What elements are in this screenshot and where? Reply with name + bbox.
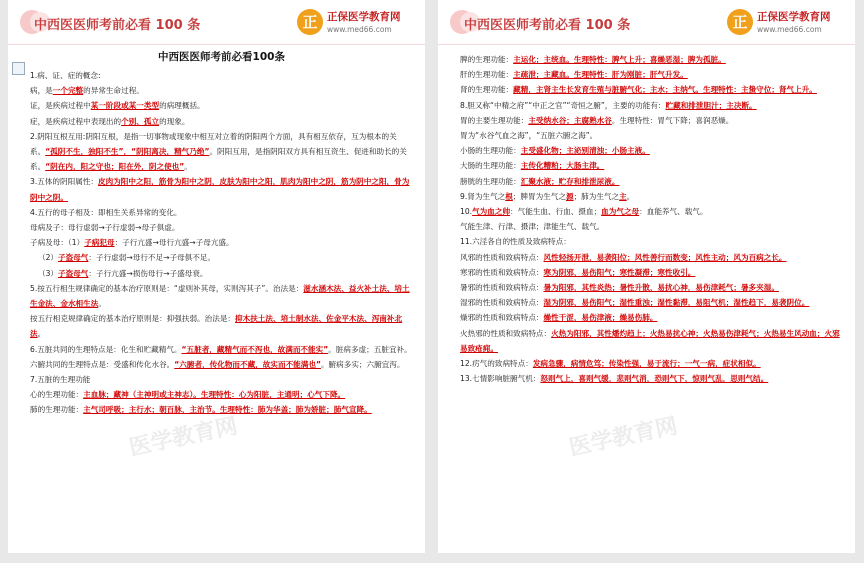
- text-line: [460, 143, 843, 158]
- text-line: [460, 326, 843, 356]
- highlighted-text: 子病犯母: [84, 238, 115, 248]
- highlighted-text: 主血脉；藏神（主神明或主神志）。生理特性：心为阳脏，主通明；心气下降。: [83, 390, 346, 400]
- text-segment: 暑邪的性质和致病特点：: [460, 283, 544, 293]
- text-line: [460, 189, 843, 204]
- text-line: [460, 113, 843, 128]
- logo-name: 正保医学教育网: [327, 11, 401, 23]
- highlighted-text: 滋水涵木法、益火补土法、培土生金法、金水相生法: [30, 283, 410, 309]
- highlighted-text: 主疏泄；主藏血。生理特性：肝为刚脏；肝气升发。: [513, 70, 688, 80]
- text-segment: 的异常生命过程。: [83, 86, 144, 96]
- text-segment: 气能生津、行津、摄津；津能生气、载气。: [460, 222, 605, 232]
- text-line: [460, 82, 843, 97]
- text-segment: 按五行相克规律确定的基本治疗原则是：抑强扶弱。治法是：: [30, 314, 236, 324]
- text-line: [460, 128, 843, 143]
- document-page-right: [438, 0, 855, 553]
- text-segment: 13.七情影响脏腑气机：: [460, 374, 541, 384]
- text-segment: 证，是疾病过程中: [30, 101, 91, 111]
- highlighted-text: 汇聚水液；贮存和排泄尿液。: [520, 176, 620, 186]
- text-line: [30, 98, 413, 113]
- highlighted-text: 主受纳水谷；主腐熟水谷: [528, 115, 612, 125]
- text-segment: 。: [98, 299, 106, 309]
- watermark: 医学教育网: [127, 413, 240, 462]
- page-header: [8, 0, 425, 45]
- highlighted-text: 主运化；主统血。生理特性：脾气上升；喜燥恶湿；脾为孤脏。: [513, 55, 726, 64]
- watermark: 医学教育网: [567, 413, 680, 462]
- text-line: [30, 68, 413, 83]
- highlighted-text: 燥性干涩，易伤津液；燥易伤肺。: [543, 313, 658, 323]
- text-segment: 10.: [460, 207, 473, 217]
- text-line: [30, 387, 413, 402]
- text-segment: 胃的主要生理功能：: [460, 115, 529, 125]
- text-segment: 肝的生理功能：: [460, 70, 514, 80]
- text-segment: 燥邪的性质和致病特点：: [460, 313, 544, 323]
- text-line: [30, 357, 413, 372]
- highlighted-text: 根: [505, 191, 513, 201]
- text-line: [30, 266, 413, 281]
- text-segment: ：血能养气、载气。: [639, 207, 708, 217]
- highlighted-text: 风性轻扬开泄，易袭阳位；风性善行而数变；风性主动；风为百病之长。: [543, 252, 787, 262]
- highlighted-text: 主传化糟粕；大肠主津。: [520, 161, 605, 171]
- text-line: [30, 235, 413, 250]
- text-lines: [30, 68, 413, 418]
- text-segment: 脾的生理功能：: [460, 55, 514, 64]
- text-segment: ：子行虚弱→母行不足→子母俱不足。: [88, 253, 216, 263]
- logo-url: www.med66.com: [757, 25, 822, 34]
- highlighted-text: 一个完整: [52, 86, 84, 96]
- header-title: 中西医医师考前必看 100 条: [464, 18, 631, 33]
- highlighted-text: 气为血之帅: [472, 207, 511, 217]
- text-segment: 的病理概括。: [159, 101, 205, 111]
- highlighted-text: 源: [565, 191, 574, 201]
- highlighted-text: 皮肉为阳中之阳，筋骨为阳中之阴，皮肤为阳中之阳，肌肉为阳中之阴，筋为阴中之阳，骨为阴中之阴。: [30, 177, 410, 202]
- brand-logo: [727, 9, 847, 39]
- text-segment: 5.按五行相生规律确定的基本治疗原则是：“虚则补其母，实则泻其子”。治法是：: [30, 283, 304, 293]
- highlighted-text: 子盗母气: [58, 253, 89, 263]
- text-line: [30, 205, 413, 220]
- text-segment: 膀胱的生理功能：: [460, 176, 521, 186]
- highlighted-text: “阴在内，阳之守也；阳在外，阴之使也”: [45, 162, 185, 172]
- text-segment: ；脾胃为生气之: [512, 191, 566, 201]
- highlighted-text: “六腑者，传化物而不藏，故实而不能满也”: [174, 359, 321, 369]
- logo-badge-icon: 正: [727, 9, 753, 35]
- text-segment: 。脏病多虚；五脏宜补。: [328, 344, 412, 354]
- text-line: [460, 295, 843, 310]
- text-lines: [460, 52, 843, 386]
- document-body-left: [8, 46, 425, 553]
- text-segment: 。阴阳互用，是指阴阳双方具有相互资生、促进和助长的关系。: [30, 147, 407, 172]
- page-header: [438, 0, 855, 45]
- text-segment: （2）: [38, 253, 59, 263]
- highlighted-text: 发病急骤，病情危笃；传染性强，易于流行；一气一病，症状相似。: [532, 359, 761, 369]
- text-segment: 湿邪的性质和致病特点：: [460, 298, 544, 308]
- highlighted-text: 血为气之母: [601, 207, 640, 217]
- highlighted-text: 火热为阳邪，其性燔灼趋上；火热易扰心神；火热易伤津耗气；火热易生风动血；火邪易致疮痈。: [460, 328, 840, 353]
- highlighted-text: 贮藏和排泄胆汁；主决断。: [665, 100, 757, 110]
- text-line: [30, 250, 413, 265]
- document-title: 中西医医师考前必看100条: [158, 51, 285, 63]
- text-line: [30, 129, 413, 175]
- text-line: [30, 281, 413, 311]
- highlighted-text: 个别、孤立: [121, 116, 160, 126]
- document-page-left: [8, 0, 425, 553]
- text-line: [30, 83, 413, 98]
- logo-badge-icon: 正: [297, 9, 323, 35]
- text-line: [30, 114, 413, 129]
- text-segment: 肺的生理功能：: [30, 405, 84, 415]
- text-segment: 病，是: [30, 86, 53, 96]
- text-line: [460, 356, 843, 371]
- text-segment: 大肠的生理功能：: [460, 161, 521, 171]
- text-segment: 1.病、证、症的概念:: [30, 71, 101, 80]
- text-segment: 胃为“水谷气血之海”，“五脏六腑之海”。: [460, 131, 598, 141]
- text-line: [460, 67, 843, 82]
- text-segment: 7.五脏的生理功能: [30, 375, 91, 385]
- text-segment: 。腑病多实；六腑宜泻。: [320, 359, 405, 369]
- text-segment: 。生理特性：胃气下降；喜润恶燥。: [611, 115, 734, 125]
- text-segment: 3.五体的阴阳属性：: [30, 177, 98, 187]
- text-segment: 母病及子：母行虚弱→子行虚弱→母子俱虚。: [30, 223, 180, 233]
- text-line: [30, 342, 413, 357]
- text-line: [30, 220, 413, 235]
- text-segment: 9.肾为生气之: [460, 191, 506, 201]
- text-segment: 4.五行的母子相及：即相生关系异常的变化。: [30, 207, 182, 217]
- logo-url: www.med66.com: [327, 25, 392, 34]
- highlighted-text: “孤阴不生，独阳不生”，“阴阳离决，精气乃绝”: [45, 147, 210, 157]
- text-segment: 2.阴阳互根互用:阴阳互根，是指一切事物或现象中相互对立着的阴阳两个方面，具有相互依存，互为根本的关系。: [30, 131, 397, 157]
- header-title: 中西医医师考前必看 100 条: [34, 18, 201, 33]
- text-segment: ：子行亢盛→损伤母行→子盛母衰。: [88, 268, 208, 278]
- text-segment: 8.胆又称“中精之府”“中正之官”“奇恒之腑”，主要的功能有：: [460, 100, 666, 110]
- text-segment: 火热邪的性质和致病特点：: [460, 328, 552, 338]
- text-segment: 小肠的生理功能：: [460, 146, 521, 156]
- highlighted-text: 寒为阴邪，易伤阳气；寒性凝滞；寒性收引。: [543, 267, 696, 277]
- text-line: [460, 234, 843, 249]
- logo-name: 正保医学教育网: [757, 11, 831, 23]
- highlighted-text: 某一阶段或某一类型: [90, 101, 160, 111]
- text-segment: 。: [626, 191, 635, 201]
- text-line: [30, 372, 413, 387]
- highlighted-text: “五脏者，藏精气而不泻也，故满而不能实”: [181, 344, 329, 354]
- text-line: [460, 250, 843, 265]
- text-segment: 的现象。: [159, 116, 190, 126]
- text-segment: 寒邪的性质和致病特点：: [460, 267, 544, 277]
- text-segment: 6.五脏共同的生理特点是：化生和贮藏精气。: [30, 344, 182, 354]
- text-line: [460, 371, 843, 386]
- text-segment: 12.疠气的致病特点：: [460, 359, 533, 369]
- text-segment: （3）: [38, 268, 59, 278]
- text-segment: 症，是疾病过程中表现出的: [30, 116, 122, 126]
- text-line: [460, 204, 843, 219]
- text-segment: ：气能生血、行血、摄血；: [510, 207, 602, 217]
- highlighted-text: 主: [619, 191, 627, 201]
- text-line: [460, 280, 843, 295]
- text-line: [460, 158, 843, 173]
- text-segment: ；肺为生气之: [573, 191, 620, 201]
- document-body-right: [438, 52, 855, 553]
- highlighted-text: 藏精，主肾主生长发育生殖与脏腑气化；主水；主纳气。生理特性：主蛰守位；肾气上升。: [513, 85, 817, 95]
- highlighted-text: 主受盛化物；主泌别清浊；小肠主液。: [520, 146, 650, 156]
- text-segment: 六腑共同的生理特点是：受盛和传化水谷。: [30, 359, 175, 369]
- highlighted-text: 暑为阳邪，其性炎热；暑性升散，易扰心神，易伤津耗气；暑多夹湿。: [543, 283, 779, 293]
- highlighted-text: 主气司呼吸；主行水；朝百脉，主治节。生理特性：肺为华盖；肺为娇脏；肺气宣降。: [83, 405, 372, 415]
- text-segment: 肾的生理功能：: [460, 85, 514, 95]
- text-segment: 心的生理功能：: [30, 390, 84, 400]
- text-segment: 风邪的性质和致病特点：: [460, 252, 544, 262]
- text-line: [30, 311, 413, 341]
- text-line: [460, 98, 843, 113]
- highlighted-text: 湿为阴邪，易伤阳气；湿性重浊；湿性黏滞，易阻气机；湿性趋下，易袭阴位。: [543, 298, 810, 308]
- text-segment: 。: [184, 162, 192, 172]
- brand-logo: [297, 9, 417, 39]
- highlighted-text: 怒则气上，喜则气缓，悲则气消，恐则气下，惊则气乱，思则气结。: [540, 374, 769, 384]
- text-line: [460, 265, 843, 280]
- highlighted-text: 抑木扶土法、培土制水法、佐金平木法、泻南补北法: [30, 314, 403, 339]
- text-line: [460, 52, 843, 67]
- text-segment: ：子行亢盛→母行亢盛→子母亢盛。: [114, 238, 234, 248]
- text-line: [460, 219, 843, 234]
- text-segment: 子病及母：（1）: [30, 238, 85, 248]
- highlighted-text: 子盗母气: [58, 268, 89, 278]
- text-line: [460, 174, 843, 189]
- text-line: [460, 310, 843, 325]
- text-segment: 11.六淫各自的性质及致病特点：: [460, 237, 571, 247]
- text-line: [30, 174, 413, 204]
- text-segment: 。: [37, 329, 46, 339]
